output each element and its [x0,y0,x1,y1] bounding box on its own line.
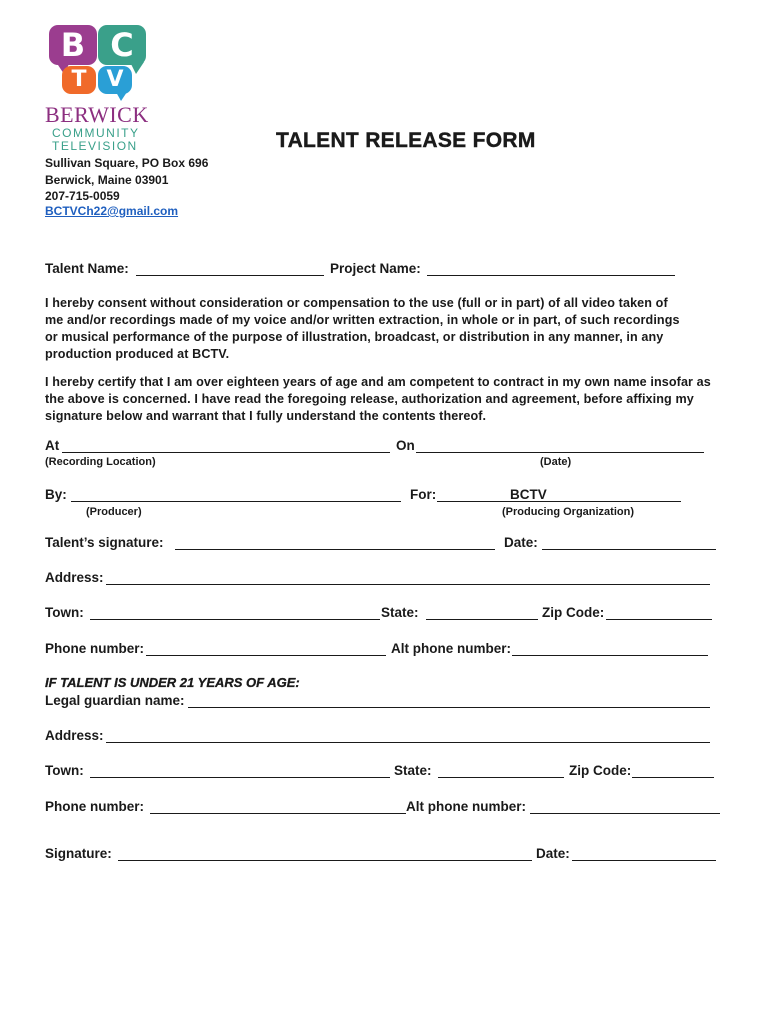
talent-zip-field[interactable] [606,619,712,620]
guardian-date-label: Date: [536,846,570,861]
talent-state-label: State: [381,605,419,620]
logo-c-tail [130,62,144,74]
logo-letter-t: T [71,67,87,92]
talent-state-field[interactable] [426,619,538,620]
talent-address-field[interactable] [106,584,710,585]
contact-address-line1: Sullivan Square, PO Box 696 [45,156,209,170]
talent-alt-phone-label: Alt phone number: [391,641,511,656]
producer-field[interactable] [71,501,401,502]
talent-zip-label: Zip Code: [542,605,605,620]
guardian-town-field[interactable] [90,777,390,778]
guardian-date-field[interactable] [572,860,716,861]
guardian-phone-label: Phone number: [45,799,145,814]
talent-signature-field[interactable] [175,549,495,550]
logo-letter-c: C [110,26,134,64]
guardian-signature-label: Signature: [45,846,112,861]
guardian-name-label: Legal guardian name: [45,693,185,708]
at-label: At [45,438,60,453]
contact-phone: 207-715-0059 [45,189,120,203]
recording-location-caption: (Recording Location) [45,456,156,468]
recording-date-field[interactable] [416,452,704,453]
guardian-address-field[interactable] [106,742,710,743]
producing-organization-caption: (Producing Organization) [502,506,634,518]
logo-letter-v: V [106,67,124,92]
producer-caption: (Producer) [86,506,142,518]
certify-paragraph: I hereby certify that I am over eighteen years of age and am competent to contract in my own name insofar as the above is concerned. I have read the foregoing release, authorization and agreement, before affixing my signature below and warrant that I fully understand the contents thereof. [45,375,711,423]
guardian-heading: IF TALENT IS UNDER 21 YEARS OF AGE: [45,675,300,690]
guardian-town-label: Town: [45,763,84,778]
contact-address-line2: Berwick, Maine 03901 [45,173,169,187]
talent-signature-label: Talent’s signature: [45,535,164,550]
by-label: By: [45,487,67,502]
consent-paragraph: I hereby consent without consideration or compensation to the use (full or in part) of all video taken of me and/or recordings made of my voice and/or written extraction, in whole or in part, of such recordings or musical performance of the purpose of illustration, broadcast, or distribution in any manner, in any production produced at BCTV. [45,296,680,361]
guardian-alt-phone-field[interactable] [530,813,720,814]
recording-location-field[interactable] [62,452,390,453]
logo-b-bubble [49,25,97,65]
talent-town-label: Town: [45,605,84,620]
logo-v-bubble [98,66,132,94]
guardian-alt-phone-label: Alt phone number: [406,799,526,814]
producing-organization-field[interactable] [437,501,681,502]
talent-date-label: Date: [504,535,538,550]
talent-address-label: Address: [45,570,104,585]
for-value: BCTV [510,487,547,502]
talent-date-field[interactable] [542,549,716,550]
guardian-state-field[interactable] [438,777,564,778]
logo-v-tail [116,92,127,101]
logo-community: COMMUNITY [52,126,140,140]
guardian-signature-field[interactable] [118,860,532,861]
project-name-field[interactable] [427,275,675,276]
contact-email-link[interactable]: BCTVCh22@gmail.com [45,204,179,218]
on-label: On [396,438,415,453]
for-label: For: [410,487,437,502]
talent-name-field[interactable] [136,275,324,276]
guardian-address-label: Address: [45,728,104,743]
page-title: TALENT RELEASE FORM [276,129,536,152]
guardian-phone-field[interactable] [150,813,406,814]
talent-phone-label: Phone number: [45,641,145,656]
talent-alt-phone-field[interactable] [512,655,708,656]
logo-c-bubble [98,25,146,65]
logo-t-bubble [62,66,96,94]
project-name-label: Project Name: [330,261,421,276]
guardian-state-label: State: [394,763,432,778]
guardian-zip-field[interactable] [632,777,714,778]
logo-berwick: BERWICK [45,102,149,127]
talent-name-label: Talent Name: [45,261,129,276]
talent-phone-field[interactable] [146,655,386,656]
guardian-zip-label: Zip Code: [569,763,632,778]
guardian-name-field[interactable] [188,707,710,708]
logo-television: TELEVISION [52,139,138,153]
date-caption: (Date) [540,456,572,468]
talent-town-field[interactable] [90,619,380,620]
logo-letter-b: B [60,26,86,64]
